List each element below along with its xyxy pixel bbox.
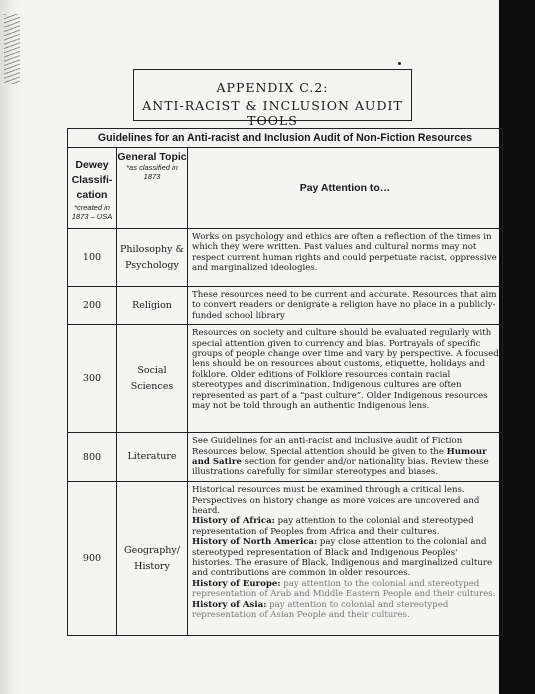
topic-line: Literature: [127, 451, 177, 463]
attention-text: [188, 482, 503, 636]
dewey-number: 300: [68, 325, 117, 433]
attention-text: Works on psychology and ethics are often a reflection of the times in which they were written. Past values and cultural norms may not respect current human rights and could perpetuate racist, oppressive and marginalized ideologies.: [188, 229, 503, 287]
appendix-header: [133, 69, 412, 128]
history-item: [192, 579, 499, 600]
table-row: [68, 433, 503, 482]
dewey-number: 800: [68, 433, 117, 482]
dewey-number: 200: [68, 287, 117, 325]
history-item: [192, 537, 499, 579]
history-item: [192, 516, 499, 537]
table-row: [68, 287, 503, 325]
topic-label: General Topic: [117, 151, 187, 163]
topic-line: Psychology: [125, 259, 179, 271]
appendix-title: APPENDIX C.2:: [216, 80, 329, 95]
history-label: History of Europe:: [192, 578, 281, 589]
general-topic: [117, 287, 188, 325]
history-text: pay close attention to the colonial and stereotyped representation of Black and Indigenous Peoples' histories. The erasure of Black, Indigenous and marginalized culture and contributions are common in older resources.: [192, 537, 493, 579]
general-topic: [117, 433, 188, 482]
general-topic: [117, 482, 188, 636]
dewey-label-3: cation: [76, 189, 108, 201]
general-topic: [117, 325, 188, 433]
dewey-column-header: [68, 148, 117, 229]
topic-note: *as classified in 1873: [126, 163, 178, 181]
history-intro: Historical resources must be examined through a critical lens. Perspectives on history change as more voices are uncovered and heard.: [192, 485, 480, 517]
table-title-row: [68, 129, 503, 148]
attention-column-header: Pay Attention to…: [188, 148, 503, 229]
general-topic: [117, 229, 188, 287]
dewey-number: 900: [68, 482, 117, 636]
topic-column-header: [117, 148, 188, 229]
history-label: History of Asia:: [192, 599, 267, 610]
topic-line: Philosophy &: [120, 243, 184, 255]
history-item: [192, 600, 499, 621]
dewey-label-1: Dewey: [75, 159, 109, 171]
history-label: History of North America:: [192, 537, 318, 548]
dewey-label-2: Classifi-: [71, 174, 113, 186]
attention-text: [188, 433, 503, 482]
dewey-note: *created in 1873 – USA: [71, 203, 113, 221]
scan-edge-right: [499, 0, 535, 694]
header-dot: [398, 62, 401, 65]
topic-line: History: [134, 560, 170, 572]
audit-table: [67, 128, 503, 636]
topic-line: Religion: [132, 299, 172, 311]
text-before: See Guidelines for an anti-racist and inclusive audit of Fiction Resources below. Special attention should be given to the: [192, 436, 463, 457]
table-title: Guidelines for an Anti-racist and Inclusion Audit of Non-Fiction Resources: [68, 129, 503, 148]
history-text: pay attention to the colonial and stereotyped representation of Peoples from Africa and their cultures.: [192, 516, 474, 537]
topic-line: Sciences: [130, 380, 174, 392]
history-text: pay attention to colonial and stereotyped representation of Asian People and their cultures.: [192, 599, 449, 621]
attention-text: These resources need to be current and accurate. Resources that aim to convert readers or denigrate a religion have no place in a publicly-funded school library: [188, 287, 503, 325]
dewey-number: 100: [68, 229, 117, 287]
table-row: [68, 325, 503, 433]
topic-line: Geography/: [124, 544, 180, 556]
history-text: pay attention to the colonial and stereotyped representation of Arab and Middle Eastern People and their cultures.: [192, 578, 496, 600]
table-row: [68, 229, 503, 287]
scan-edge-left: [0, 0, 22, 694]
table-header-row: [68, 148, 503, 229]
humour-satire-bold: Humour and Satire: [192, 446, 487, 468]
appendix-subtitle: ANTI-RACIST & INCLUSION AUDIT TOOLS: [142, 98, 403, 128]
scan-smudge: [4, 14, 20, 84]
history-label: History of Africa:: [192, 516, 275, 527]
attention-text: Resources on society and culture should be evaluated regularly with special attention given to currency and bias. Portrayals of specific groups of people change over time and vary by perspective. A focused lens should be on resources about customs, etiquette, holidays and folklore. Older editions of Folklore resources contain racial stereotypes and discrimination. Indigenous cultures are often represented as part of a “past culture”. Older Indigenous resources may not be told through an authentic Indigenous lens.: [188, 325, 503, 433]
text-after: section for gender and/or nationality bias. Review these illustrations carefully for similar stereotypes and biases.: [192, 457, 489, 478]
topic-line: Social: [137, 364, 167, 376]
table-row: [68, 482, 503, 636]
